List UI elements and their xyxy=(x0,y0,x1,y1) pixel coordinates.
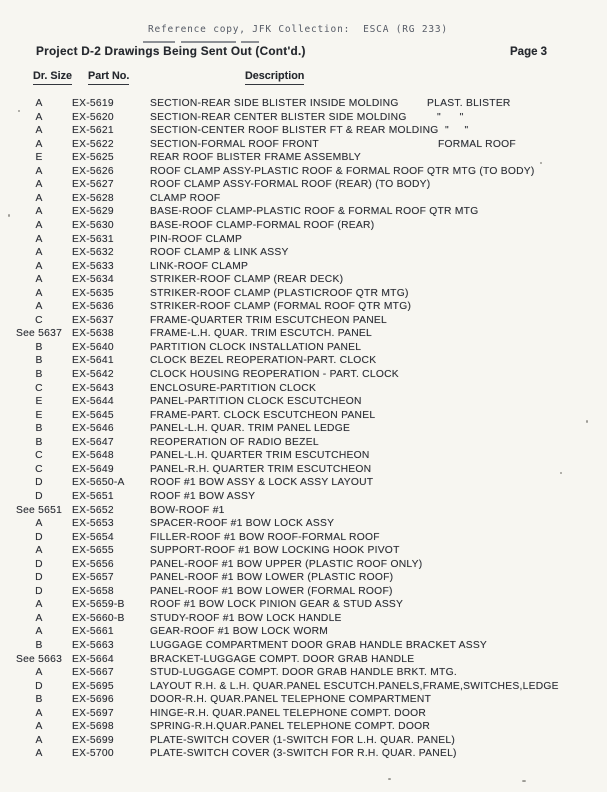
drawing-description: SECTION-REAR SIDE BLISTER INSIDE MOLDING xyxy=(150,98,399,109)
drawing-description: LAYOUT R.H. & L.H. QUAR.PANEL ESCUTCH.PANELS,FRAME,SWITCHES,LEDGE xyxy=(150,680,559,692)
archive-stamp: Reference copy, JFK Collection: ESCA (RG 233) xyxy=(148,24,448,35)
part-number: EX-5642 xyxy=(72,369,114,380)
drawing-size: A xyxy=(35,518,43,530)
part-number: EX-5635 xyxy=(72,287,114,299)
drawing-description: ENCLOSURE-PARTITION CLOCK xyxy=(150,382,317,394)
column-header-part: Part No. xyxy=(88,70,129,85)
table-row xyxy=(0,436,607,450)
part-number: EX-5660-B xyxy=(72,612,125,624)
paper-speck xyxy=(388,778,391,780)
stamp-underline-segment xyxy=(143,41,175,43)
drawing-size: C xyxy=(35,450,43,462)
drawing-size: B xyxy=(35,341,43,353)
drawing-description: BOW-ROOF #1 xyxy=(150,504,225,516)
part-number: EX-5650-A xyxy=(72,477,125,489)
table-row xyxy=(0,449,607,463)
part-number: EX-5637 xyxy=(72,314,114,326)
part-number: EX-5628 xyxy=(72,192,114,204)
table-row xyxy=(0,124,607,138)
drawing-size: B xyxy=(35,694,43,706)
drawing-description: BASE-ROOF CLAMP-FORMAL ROOF (REAR) xyxy=(150,219,375,231)
part-number: EX-5636 xyxy=(72,301,114,313)
drawing-size: D xyxy=(35,572,43,584)
part-number: EX-5640 xyxy=(72,341,114,353)
drawing-description: CLOCK HOUSING REOPERATION - PART. CLOCK xyxy=(150,369,399,380)
drawing-description: SUPPORT-ROOF #1 BOW LOCKING HOOK PIVOT xyxy=(150,545,400,557)
part-number: EX-5649 xyxy=(72,463,114,475)
table-row xyxy=(0,666,607,680)
table-row xyxy=(0,219,607,233)
table-row xyxy=(0,625,607,639)
drawing-description: REAR ROOF BLISTER FRAME ASSEMBLY xyxy=(150,152,361,164)
drawing-description: REOPERATION OF RADIO BEZEL xyxy=(150,436,319,448)
drawing-description: PANEL-ROOF #1 BOW LOWER (FORMAL ROOF) xyxy=(150,585,393,597)
part-number: EX-5633 xyxy=(72,260,114,272)
part-number: EX-5655 xyxy=(72,545,114,557)
part-number: EX-5645 xyxy=(72,409,114,421)
drawing-description: BASE-ROOF CLAMP-PLASTIC ROOF & FORMAL ROOF QTR MTG xyxy=(150,206,479,218)
table-row xyxy=(0,639,607,653)
drawing-size: D xyxy=(35,558,43,570)
drawing-description: STUDY-ROOF #1 BOW LOCK HANDLE xyxy=(150,612,342,624)
drawing-description: FRAME-QUARTER TRIM ESCUTCHEON PANEL xyxy=(150,314,388,326)
part-number: EX-5622 xyxy=(72,138,114,150)
part-number: EX-5651 xyxy=(72,490,114,502)
table-row xyxy=(0,476,607,490)
drawing-description: HINGE-R.H. QUAR.PANEL TELEPHONE COMPT. DOOR xyxy=(150,707,427,719)
table-row xyxy=(0,165,607,179)
table-row xyxy=(0,368,607,382)
drawing-description: PLATE-SWITCH COVER (3-SWITCH FOR R.H. QUAR. PANEL) xyxy=(150,748,457,760)
drawing-description: FRAME-PART. CLOCK ESCUTCHEON PANEL xyxy=(150,409,376,421)
part-number: EX-5629 xyxy=(72,206,114,218)
part-number: EX-5653 xyxy=(72,518,114,530)
table-row xyxy=(0,720,607,734)
table-row xyxy=(0,558,607,572)
drawing-description: CLOCK BEZEL REOPERATION-PART. CLOCK xyxy=(150,355,377,367)
drawing-size: B xyxy=(35,369,43,380)
drawing-description: PANEL-ROOF #1 BOW LOWER (PLASTIC ROOF) xyxy=(150,572,394,584)
column-header-size: Dr. Size xyxy=(33,70,72,85)
table-row xyxy=(0,409,607,423)
stamp-underline-segment xyxy=(181,41,236,43)
drawing-size: A xyxy=(35,748,43,760)
table-row xyxy=(0,314,607,328)
drawing-size: A xyxy=(35,599,43,611)
paper-speck xyxy=(540,162,542,164)
part-number: EX-5641 xyxy=(72,355,114,367)
table-row xyxy=(0,598,607,612)
drawing-size: B xyxy=(35,436,43,448)
drawing-size: E xyxy=(35,152,43,164)
drawing-size: A xyxy=(35,260,43,272)
drawing-description: CLAMP ROOF xyxy=(150,192,221,204)
drawing-size: E xyxy=(35,396,43,408)
drawing-description: GEAR-ROOF #1 BOW LOCK WORM xyxy=(150,626,329,638)
part-number: EX-5626 xyxy=(72,165,114,177)
paper-speck xyxy=(18,110,20,112)
drawing-description: PANEL-L.H. QUARTER TRIM ESCUTCHEON xyxy=(150,450,370,462)
table-row xyxy=(0,747,607,761)
part-number: EX-5652 xyxy=(72,504,114,516)
drawing-size: A xyxy=(35,667,43,679)
table-row xyxy=(0,693,607,707)
part-number: EX-5632 xyxy=(72,247,114,259)
part-number: EX-5659-B xyxy=(72,599,125,611)
drawing-size: See 5663 xyxy=(15,653,63,665)
part-number: EX-5627 xyxy=(72,179,114,191)
drawing-size: A xyxy=(35,179,43,191)
drawing-size: B xyxy=(35,423,43,435)
part-number: EX-5646 xyxy=(72,423,114,435)
part-number: EX-5647 xyxy=(72,436,114,448)
drawing-size: A xyxy=(35,192,43,204)
margin-note: " " xyxy=(437,111,464,123)
table-row xyxy=(0,734,607,748)
drawing-description: STRIKER-ROOF CLAMP (REAR DECK) xyxy=(150,274,344,286)
drawing-description: PANEL-R.H. QUARTER TRIM ESCUTCHEON xyxy=(150,463,372,475)
drawing-description: SPRING-R.H.QUAR.PANEL TELEPHONE COMPT. DOOR xyxy=(150,721,431,733)
drawing-size: D xyxy=(35,477,43,489)
part-number: EX-5695 xyxy=(72,680,114,692)
part-number: EX-5619 xyxy=(72,98,114,109)
paper-speck xyxy=(560,472,562,474)
stamp-underline-segment xyxy=(241,41,259,43)
drawing-size: A xyxy=(35,721,43,733)
table-row xyxy=(0,111,607,125)
drawing-description: SPACER-ROOF #1 BOW LOCK ASSY xyxy=(150,518,335,530)
table-row xyxy=(0,395,607,409)
part-number: EX-5620 xyxy=(72,111,114,123)
drawing-size: A xyxy=(35,707,43,719)
part-number: EX-5634 xyxy=(72,274,114,286)
drawing-size: A xyxy=(35,98,43,109)
drawing-description: ROOF CLAMP ASSY-FORMAL ROOF (REAR) (TO BODY) xyxy=(150,179,431,191)
drawing-description: STUD-LUGGAGE COMPT. DOOR GRAB HANDLE BRKT. MTG. xyxy=(150,667,457,679)
drawing-size: A xyxy=(35,545,43,557)
drawing-description: ROOF CLAMP ASSY-PLASTIC ROOF & FORMAL ROOF QTR MTG (TO BODY) xyxy=(150,165,535,177)
table-row xyxy=(0,544,607,558)
drawing-size: C xyxy=(35,314,43,326)
table-row xyxy=(0,707,607,721)
part-number: EX-5699 xyxy=(72,734,114,746)
table-row xyxy=(0,504,607,518)
part-number: EX-5621 xyxy=(72,125,114,137)
table-row xyxy=(0,205,607,219)
table-row xyxy=(0,151,607,165)
drawing-description: FILLER-ROOF #1 BOW ROOF-FORMAL ROOF xyxy=(150,531,380,543)
paper-speck xyxy=(586,420,588,423)
drawing-description: PANEL-PARTITION CLOCK ESCUTCHEON xyxy=(150,396,362,408)
table-row xyxy=(0,517,607,531)
drawing-size: A xyxy=(35,219,43,231)
table-row xyxy=(0,354,607,368)
drawing-description: BRACKET-LUGGAGE COMPT. DOOR GRAB HANDLE xyxy=(150,653,415,665)
table-row xyxy=(0,233,607,247)
part-number: EX-5700 xyxy=(72,748,114,760)
table-row xyxy=(0,422,607,436)
drawing-size: A xyxy=(35,274,43,286)
margin-note: FORMAL ROOF xyxy=(438,138,516,150)
drawing-description: PANEL-L.H. QUAR. TRIM PANEL LEDGE xyxy=(150,423,351,435)
table-row xyxy=(0,653,607,667)
drawing-description: ROOF #1 BOW ASSY & LOCK ASSY LAYOUT xyxy=(150,477,374,489)
drawing-size: A xyxy=(35,138,43,150)
drawing-description: PARTITION CLOCK INSTALLATION PANEL xyxy=(150,341,362,353)
part-number: EX-5661 xyxy=(72,626,114,638)
part-number: EX-5658 xyxy=(72,585,114,597)
part-number: EX-5630 xyxy=(72,219,114,231)
table-row xyxy=(0,490,607,504)
part-number: EX-5657 xyxy=(72,572,114,584)
part-number: EX-5644 xyxy=(72,396,114,408)
drawing-size: See 5651 xyxy=(15,504,63,516)
margin-note: " " xyxy=(445,125,469,137)
drawing-description: ROOF #1 BOW ASSY xyxy=(150,490,256,502)
drawing-size: A xyxy=(35,301,43,313)
drawing-size: A xyxy=(35,233,43,245)
table-row xyxy=(0,273,607,287)
table-row xyxy=(0,327,607,341)
part-number: EX-5667 xyxy=(72,667,114,679)
table-row xyxy=(0,300,607,314)
page-title: Project D-2 Drawings Being Sent Out (Cont'd.) xyxy=(36,44,306,58)
paper-speck xyxy=(8,214,10,217)
table-row xyxy=(0,341,607,355)
part-number: EX-5664 xyxy=(72,653,114,665)
part-number: EX-5697 xyxy=(72,707,114,719)
margin-note: PLAST. BLISTER xyxy=(427,98,511,109)
drawing-description: LUGGAGE COMPARTMENT DOOR GRAB HANDLE BRACKET ASSY xyxy=(150,640,488,651)
drawing-size: C xyxy=(35,463,43,475)
table-row xyxy=(0,585,607,599)
part-number: EX-5625 xyxy=(72,152,114,164)
drawing-size: B xyxy=(35,355,43,367)
part-number: EX-5654 xyxy=(72,531,114,543)
page-number: Page 3 xyxy=(510,46,548,58)
part-number: EX-5696 xyxy=(72,694,114,706)
drawing-size: A xyxy=(35,287,43,299)
table-row xyxy=(0,260,607,274)
paper-speck xyxy=(522,780,526,782)
drawing-description: STRIKER-ROOF CLAMP (FORMAL ROOF QTR MTG) xyxy=(150,301,412,313)
table-row xyxy=(0,463,607,477)
drawing-description: ROOF #1 BOW LOCK PINION GEAR & STUD ASSY xyxy=(150,599,404,611)
drawing-description: DOOR-R.H. QUAR.PANEL TELEPHONE COMPARTMENT xyxy=(150,694,432,706)
drawing-size: D xyxy=(35,680,43,692)
table-row xyxy=(0,97,607,111)
part-number: EX-5698 xyxy=(72,721,114,733)
drawing-description: SECTION-FORMAL ROOF FRONT xyxy=(150,138,319,150)
part-number: EX-5663 xyxy=(72,640,114,651)
table-row xyxy=(0,178,607,192)
drawing-size: C xyxy=(35,382,43,394)
drawing-size: A xyxy=(35,125,43,137)
table-row xyxy=(0,192,607,206)
drawing-size: A xyxy=(35,247,43,259)
part-number: EX-5643 xyxy=(72,382,114,394)
drawing-size: A xyxy=(35,734,43,746)
table-row xyxy=(0,138,607,152)
drawing-description: ROOF CLAMP & LINK ASSY xyxy=(150,247,289,259)
part-number: EX-5631 xyxy=(72,233,114,245)
drawing-size: A xyxy=(35,165,43,177)
column-header-description: Description xyxy=(245,70,304,85)
table-row xyxy=(0,246,607,260)
table-row xyxy=(0,571,607,585)
drawing-size: D xyxy=(35,585,43,597)
part-number: EX-5638 xyxy=(72,328,114,340)
table-row xyxy=(0,531,607,545)
drawing-description: STRIKER-ROOF CLAMP (PLASTICROOF QTR MTG) xyxy=(150,287,409,299)
table-row xyxy=(0,287,607,301)
drawing-description: SECTION-CENTER ROOF BLISTER FT & REAR MOLDING xyxy=(150,125,439,137)
table-row xyxy=(0,382,607,396)
table-row xyxy=(0,612,607,626)
table-row xyxy=(0,680,607,694)
drawing-description: PIN-ROOF CLAMP xyxy=(150,233,243,245)
drawing-size: B xyxy=(35,640,43,651)
drawing-size: See 5637 xyxy=(15,328,63,340)
part-number: EX-5656 xyxy=(72,558,114,570)
drawing-description: LINK-ROOF CLAMP xyxy=(150,260,249,272)
part-number: EX-5648 xyxy=(72,450,114,462)
drawing-size: A xyxy=(35,206,43,218)
drawing-size: D xyxy=(35,531,43,543)
drawing-size: D xyxy=(35,490,43,502)
drawing-size: A xyxy=(35,626,43,638)
drawing-description: SECTION-REAR CENTER BLISTER SIDE MOLDING xyxy=(150,111,407,123)
drawing-size: A xyxy=(35,111,43,123)
drawing-description: FRAME-L.H. QUAR. TRIM ESCUTCH. PANEL xyxy=(150,328,373,340)
drawing-size: E xyxy=(35,409,43,421)
drawing-size: A xyxy=(35,612,43,624)
drawing-description: PANEL-ROOF #1 BOW UPPER (PLASTIC ROOF ONLY) xyxy=(150,558,423,570)
drawing-description: PLATE-SWITCH COVER (1-SWITCH FOR L.H. QUAR. PANEL) xyxy=(150,734,456,746)
